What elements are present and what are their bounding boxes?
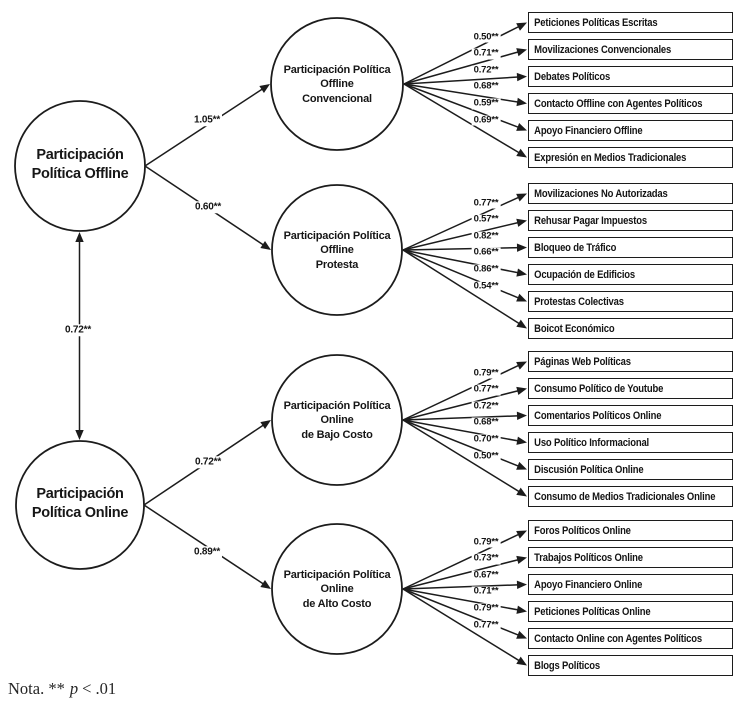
factor-label-line: Participación Política (283, 64, 391, 76)
indicator-box (528, 210, 733, 231)
indicator-box (528, 351, 733, 372)
path-line (404, 80, 521, 154)
arrowhead (517, 412, 527, 420)
path-line (403, 246, 521, 299)
loading-value: 0.70** (473, 433, 499, 445)
factor-label-line: de Bajo Costo (301, 428, 373, 441)
path-line (403, 364, 521, 420)
path-line (403, 585, 520, 636)
loading-value: 0.77** (473, 197, 499, 209)
factor-label (271, 399, 403, 442)
loading-value: 0.68** (473, 80, 499, 92)
indicator-label: Discusión Política Online (534, 463, 644, 476)
indicator-label: Bloqueo de Tráfico (534, 241, 617, 254)
path-line (403, 416, 520, 467)
factor-label-line: Offline (320, 78, 354, 91)
indicator-box (528, 601, 733, 622)
arrowhead (516, 556, 527, 564)
arrowhead (516, 657, 527, 666)
factor-label-line: Online (320, 583, 354, 596)
indicator-label: Peticiones Políticas Escritas (534, 16, 658, 29)
path-line (404, 77, 520, 84)
path-coefficient: 0.72** (194, 456, 222, 468)
arrowhead (516, 268, 527, 276)
indicator-box (528, 574, 733, 595)
indicator-box (528, 405, 733, 426)
indicator-label: Foros Políticos Online (534, 524, 631, 537)
indicator-label: Blogs Políticos (534, 659, 600, 672)
indicator-label: Comentarios Políticos Online (534, 409, 662, 422)
note (8, 679, 116, 699)
arrowhead (516, 294, 527, 302)
indicator-label: Consumo de Medios Tradicionales Online (534, 490, 716, 503)
indicator-label: Expresión en Medios Tradicionales (534, 151, 687, 164)
indicator-label: Rehusar Pagar Impuestos (534, 214, 647, 227)
arrowhead (517, 73, 527, 81)
path-line (403, 559, 520, 589)
note-prefix: Nota. ** (8, 679, 65, 698)
arrowhead (516, 320, 527, 329)
indicator-box (528, 520, 733, 541)
indicator-label: Uso Político Informacional (534, 436, 650, 449)
note-p-symbol: p (69, 679, 79, 698)
factor-label-line: Offline (320, 244, 354, 257)
factor-label (271, 63, 403, 106)
loading-value: 0.71** (473, 585, 499, 597)
loading-value: 0.77** (473, 619, 499, 631)
indicator-box (528, 120, 733, 141)
indicator-box (528, 66, 733, 87)
indicator-label: Contacto Online con Agentes Políticos (534, 632, 702, 645)
note-suffix: < .01 (82, 679, 117, 698)
latent-offline-label (12, 146, 148, 184)
arrowhead (516, 149, 527, 158)
path-coefficient: 1.05** (193, 114, 221, 126)
indicator-box (528, 93, 733, 114)
loading-value: 0.69** (473, 114, 499, 126)
path-line (403, 248, 520, 250)
path-line (404, 80, 520, 102)
factor-label-line: Participación Política (283, 569, 391, 581)
loading-value: 0.71** (473, 47, 499, 59)
latent-label-line: Participación (36, 486, 124, 502)
indicator-box (528, 432, 733, 453)
arrowhead (517, 244, 527, 252)
indicator-label: Consumo Político de Youtube (534, 382, 664, 395)
arrowhead (516, 631, 527, 639)
path-line (403, 416, 520, 420)
loading-value: 0.77** (473, 383, 499, 395)
arrowhead (75, 232, 83, 242)
correlation-value: 0.72** (64, 324, 92, 336)
indicator-label: Apoyo Financiero Online (534, 578, 643, 591)
arrowhead (516, 123, 527, 131)
arrowhead (259, 84, 270, 93)
arrowhead (516, 98, 527, 106)
loading-value: 0.59** (473, 97, 499, 109)
loading-value: 0.50** (473, 450, 499, 462)
indicator-box (528, 378, 733, 399)
arrowhead (75, 430, 83, 440)
arrowhead (516, 437, 527, 445)
arrowhead (516, 606, 527, 614)
loading-value: 0.73** (473, 552, 499, 564)
path-line (403, 585, 520, 589)
indicator-label: Debates Políticos (534, 70, 611, 83)
indicator-box (528, 291, 733, 312)
indicator-box (528, 628, 733, 649)
indicator-box (528, 459, 733, 480)
path-line (404, 26, 521, 84)
latent-online-label (12, 485, 148, 523)
indicator-box (528, 237, 733, 258)
loading-value: 0.86** (473, 263, 499, 275)
path-line (403, 390, 520, 420)
factor-label (271, 568, 403, 611)
latent-label-line: Participación (36, 147, 124, 163)
indicator-box (528, 264, 733, 285)
arrowhead (516, 488, 527, 497)
indicator-box (528, 547, 733, 568)
indicator-box (528, 318, 733, 339)
indicator-box (528, 12, 733, 33)
indicator-label: Contacto Offline con Agentes Políticos (534, 97, 703, 110)
loading-value: 0.72** (473, 400, 499, 412)
arrowhead (516, 462, 527, 470)
latent-label-line: Política Offline (31, 166, 129, 183)
arrowhead (260, 420, 271, 429)
indicator-label: Páginas Web Políticas (534, 355, 631, 368)
path-coefficient: 0.60** (194, 201, 222, 213)
loading-value: 0.79** (473, 602, 499, 614)
factor-label (271, 229, 403, 272)
loading-value: 0.54** (473, 280, 499, 292)
path-line (403, 533, 521, 589)
loading-value: 0.82** (473, 230, 499, 242)
factor-label-line: Protesta (315, 258, 359, 271)
path-line (404, 80, 520, 128)
loading-value: 0.67** (473, 569, 499, 581)
indicator-box (528, 486, 733, 507)
loading-value: 0.79** (473, 367, 499, 379)
indicator-label: Protestas Colectivas (534, 295, 624, 308)
factor-label-line: de Alto Costo (302, 597, 372, 610)
loading-value: 0.50** (473, 31, 499, 43)
arrowhead (516, 387, 527, 395)
indicator-label: Trabajos Políticos Online (534, 551, 643, 564)
indicator-box (528, 39, 733, 60)
path-line (144, 505, 265, 585)
indicator-label: Movilizaciones Convencionales (534, 43, 672, 56)
indicator-label: Movilizaciones No Autorizadas (534, 187, 668, 200)
factor-label-line: Participación Política (283, 230, 391, 242)
indicator-label: Apoyo Financiero Offline (534, 124, 643, 137)
path-line (403, 196, 521, 250)
loading-value: 0.66** (473, 246, 499, 258)
loading-value: 0.57** (473, 213, 499, 225)
latent-label-line: Política Online (31, 505, 129, 522)
indicator-box (528, 147, 733, 168)
loading-value: 0.79** (473, 536, 499, 548)
arrowhead (260, 241, 271, 250)
factor-label-line: Participación Política (283, 400, 391, 412)
factor-label-line: Online (320, 414, 354, 427)
arrowhead (516, 48, 527, 56)
indicator-label: Peticiones Políticas Online (534, 605, 651, 618)
indicator-label: Boicot Económico (534, 322, 615, 335)
arrowhead (517, 581, 527, 589)
path-line (145, 88, 264, 166)
loading-value: 0.72** (473, 64, 499, 76)
factor-label-line: Convencional (302, 92, 372, 105)
path-line (403, 222, 520, 250)
loading-value: 0.68** (473, 416, 499, 428)
path-line (404, 47, 520, 84)
arrowhead (260, 580, 271, 589)
indicator-box (528, 183, 733, 204)
indicator-box (528, 655, 733, 676)
indicator-label: Ocupación de Edificios (534, 268, 635, 281)
arrowhead (516, 219, 527, 227)
path-coefficient: 0.89** (193, 546, 221, 558)
